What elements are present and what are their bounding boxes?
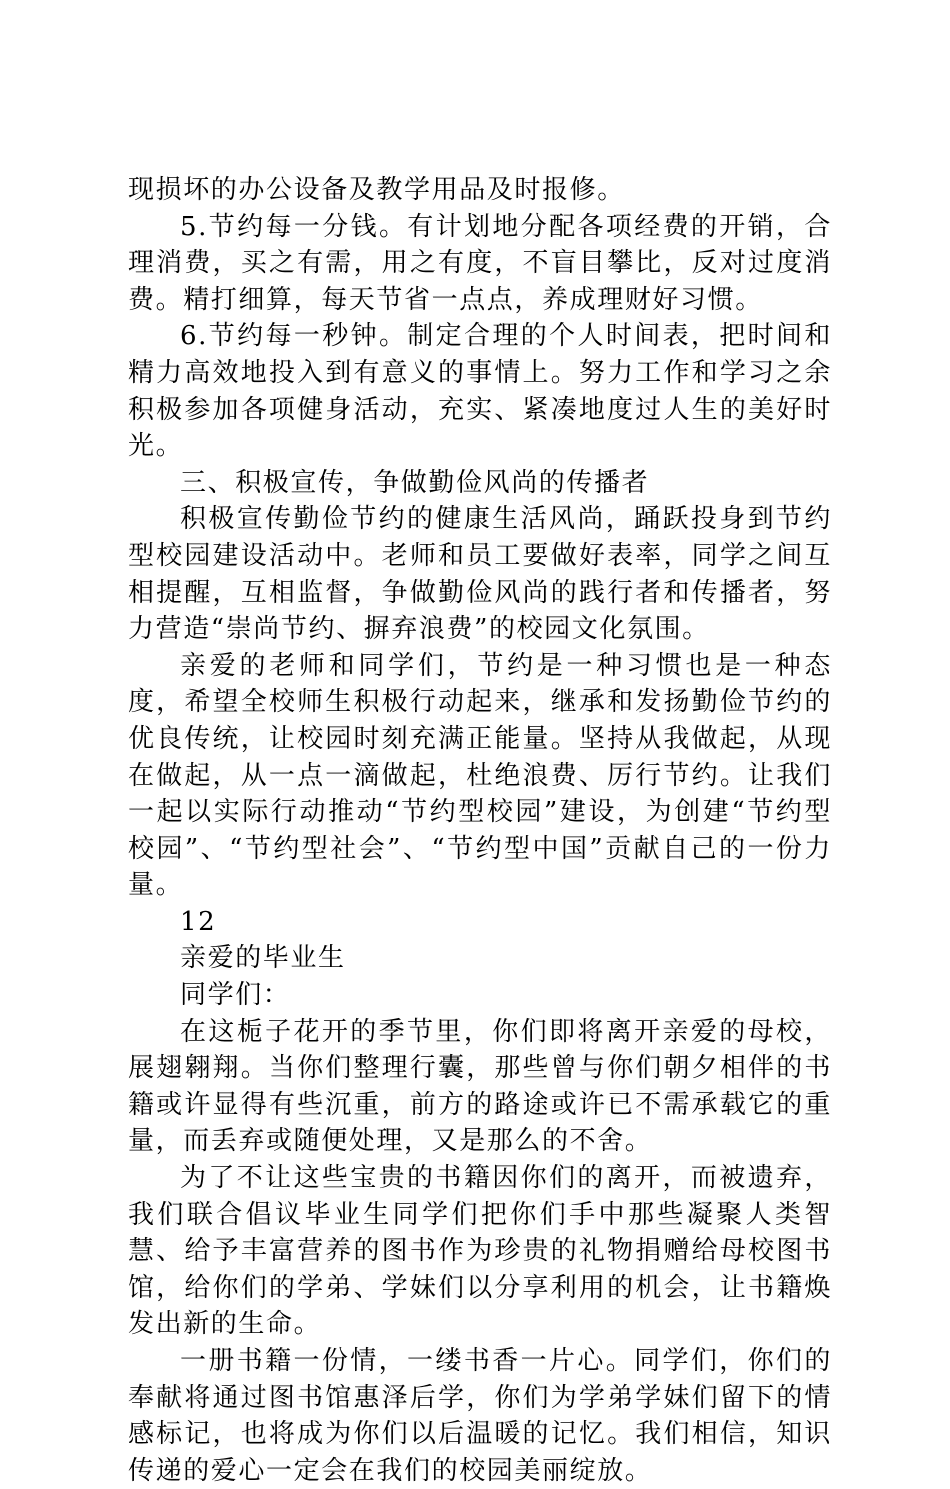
paragraph-gardenia: 在这栀子花开的季节里，你们即将离开亲爱的母校，展翅翱翔。当你们整理行囊，那些曾与你们朝夕相伴的书籍或许显得有些沉重，前方的路途或许已不需承载它的重量，而丢弃或随便处理，又是那么的不舍。	[128, 1016, 832, 1157]
paragraph-closing: 亲爱的老师和同学们，节约是一种习惯也是一种态度，希望全校师生积极行动起来，继承和发扬勤俭节约的优良传统，让校园时刻充满正能量。坚持从我做起，从现在做起，从一点一滴做起，杜绝浪费、厉行节约。让我们一起以实际行动推动“节约型校园”建设，为创建“节约型校园”、“节约型社会”、“节约型中国”贡献自己的一份力量。	[128, 650, 832, 901]
paragraph-promotion: 积极宣传勤俭节约的健康生活风尚，踊跃投身到节约型校园建设活动中。老师和员工要做好表率，同学之间互相提醒，互相监督，争做勤俭风尚的践行者和传播者，努力营造“崇尚节约、摒弃浪费”的校园文化氛围。	[128, 504, 832, 645]
section-heading-3: 三、积极宣传，争做勤俭风尚的传播者	[180, 467, 650, 498]
paragraph-item-5: 5.节约每一分钱。有计划地分配各项经费的开销，合理消费，买之有需，用之有度，不盲目攀比，反对过度消费。精打细算，每天节省一点点，养成理财好习惯。	[128, 211, 832, 315]
letter-title: 亲爱的毕业生	[180, 943, 346, 974]
paragraph-continuation: 现损坏的办公设备及教学用品及时报修。	[128, 175, 625, 205]
paragraph-item-6: 6.节约每一秒钟。制定合理的个人时间表，把时间和精力高效地投入到有意义的事情上。努力工作和学习之余积极参加各项健身活动，充实、紧凑地度过人生的美好时光。	[128, 321, 832, 462]
paragraph-book-love: 一册书籍一份情，一缕书香一片心。同学们，你们的奉献将通过图书馆惠泽后学，你们为学弟学妹们留下的情感标记，也将成为你们以后温暖的记忆。我们相信，知识传递的爱心一定会在我们的校园美丽绽放。	[128, 1346, 832, 1486]
paragraph-donation: 为了不让这些宝贵的书籍因你们的离开，而被遗弃，我们联合倡议毕业生同学们把你们手中那些凝聚人类智慧、给予丰富营养的图书作为珍贵的礼物捐赠给母校图书馆，给你们的学弟、学妹们以分享利用的机会，让书籍焕发出新的生命。	[128, 1163, 832, 1340]
document-body	[128, 172, 832, 1489]
letter-salutation: 同学们：	[180, 980, 291, 1011]
section-number: 12	[180, 906, 217, 937]
